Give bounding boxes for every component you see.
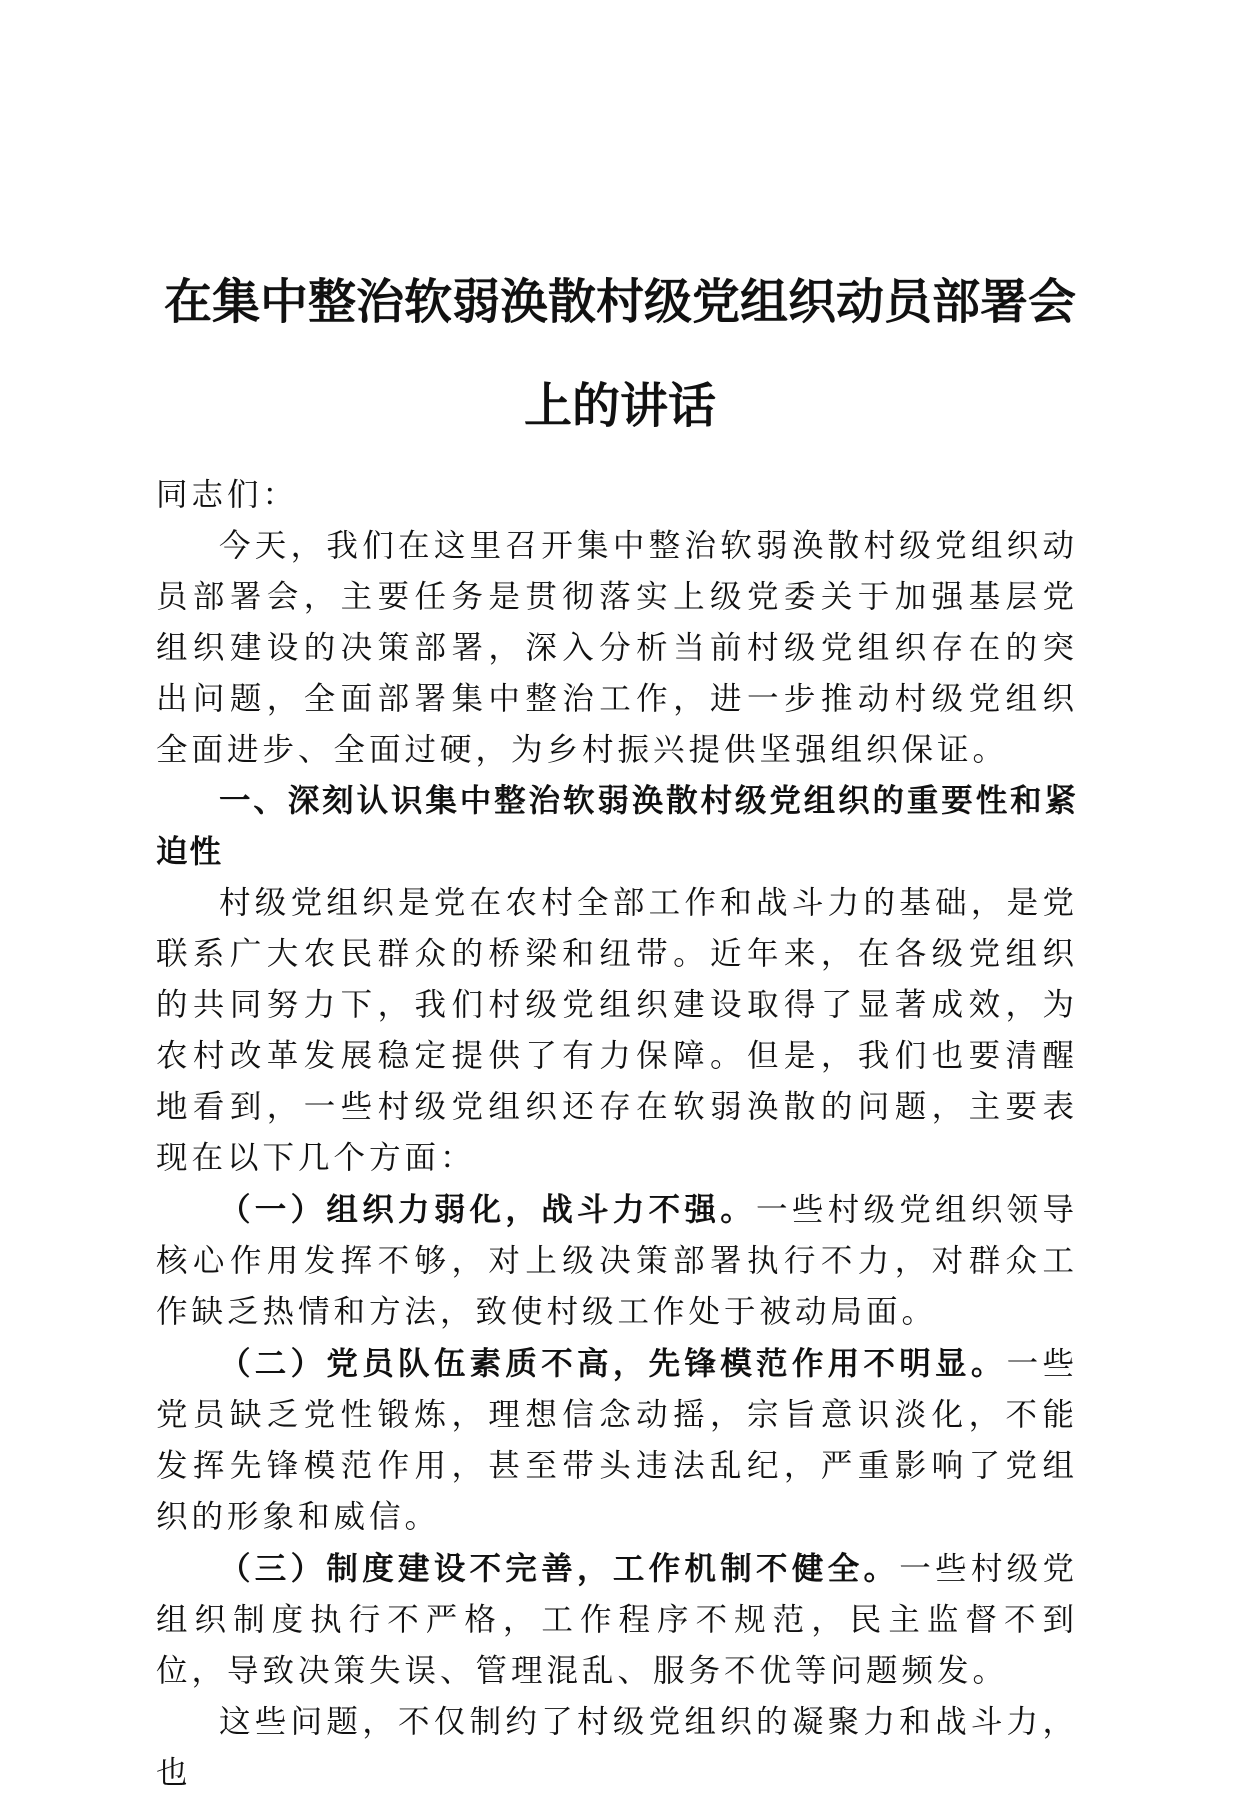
salutation: 同志们： <box>156 477 299 513</box>
point-lead-1: （一）组织力弱化，战斗力不强。 <box>219 1191 757 1228</box>
point-text-1: 一些村级党组织领导核心作用发挥不够，对上级决策部署执行不力，对群众工作缺乏热情和方法，致使村级工作处于被动局面。 <box>156 1192 1078 1330</box>
point-lead-2: （二）党员队伍素质不高，先锋模范作用不明显。 <box>219 1345 1007 1382</box>
point-lead-3: （三）制度建设不完善，工作机制不健全。 <box>219 1550 900 1587</box>
point-paragraph-2 <box>156 1338 1078 1543</box>
section-heading: 一、深刻认识集中整治软弱涣散村级党组织的重要性和紧迫性 <box>156 783 1078 870</box>
point-text-2: 一些党员缺乏党性锻炼，理想信念动摇，宗旨意识淡化，不能发挥先锋模范作用，甚至带头违法乱纪，严重影响了党组织的形象和威信。 <box>156 1346 1078 1535</box>
section-paragraph: 村级党组织是党在农村全部工作和战斗力的基础，是党联系广大农民群众的桥梁和纽带。近年来，在各级党组织的共同努力下，我们村级党组织建设取得了显著成效，为农村改革发展稳定提供了有力保障。但是，我们也要清醒地看到，一些村级党组织还存在软弱涣散的问题，主要表现在以下几个方面： <box>156 885 1078 1176</box>
document-title: 在集中整治软弱涣散村级党组织动员部署会上的讲话 <box>163 274 1076 434</box>
point-paragraph-3 <box>156 1543 1078 1697</box>
closing-paragraph: 这些问题，不仅制约了村级党组织的凝聚力和战斗力，也 <box>156 1704 1078 1791</box>
point-text-3: 一些村级党组织制度执行不严格，工作程序不规范，民主监督不到位，导致决策失误、管理混乱、服务不优等问题频发。 <box>156 1551 1078 1689</box>
point-paragraph-1 <box>156 1184 1078 1338</box>
intro-paragraph: 今天，我们在这里召开集中整治软弱涣散村级党组织动员部署会，主要任务是贯彻落实上级党委关于加强基层党组织建设的决策部署，深入分析当前村级党组织存在的突出问题，全面部署集中整治工作，进一步推动村级党组织全面进步、全面过硬，为乡村振兴提供坚强组织保证。 <box>156 528 1078 768</box>
document-body <box>156 470 1078 1799</box>
